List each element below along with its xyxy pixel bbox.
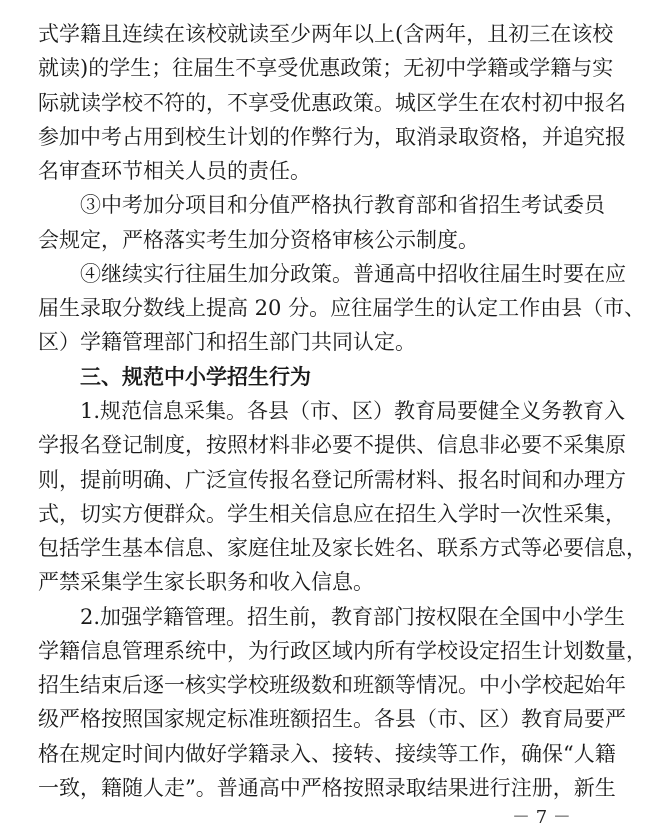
page-number: － 7 － [512,807,571,828]
paragraph-line: 学报名登记制度，按照材料非必要不提供、信息非必要不采集原 [38,433,626,457]
section-heading: 三、规范中小学招生行为 [80,365,311,389]
paragraph-line: 参加中考占用到校生计划的作弊行为，取消录取资格，并追究报 [38,125,626,149]
paragraph-line: 2.加强学籍管理。招生前，教育部门按权限在全国中小学生 [80,605,626,629]
paragraph-line: 区）学籍管理部门和招生部门共同认定。 [38,330,416,354]
paragraph-line: 学籍信息管理系统中，为行政区域内所有学校设定招生计划数量， [38,639,647,663]
paragraph-line: ④继续实行往届生加分政策。普通高中招收往届生时要在应 [80,262,626,286]
paragraph-line: 1.规范信息采集。各县（市、区）教育局要健全义务教育入 [80,399,626,423]
paragraph-line: 包括学生基本信息、家庭住址及家长姓名、联系方式等必要信息， [38,536,647,560]
paragraph-line: 则，提前明确、广泛宣传报名登记所需材料、报名时间和办理方 [38,468,626,492]
paragraph-line: 式学籍且连续在该校就读至少两年以上(含两年，且初三在该校 [38,22,614,46]
paragraph-line: 级严格按照国家规定标准班额招生。各县（市、区）教育局要严 [38,707,626,731]
paragraph-line: 际就读学校不符的，不享受优惠政策。城区学生在农村初中报名 [38,91,626,115]
paragraph-line: 招生结束后逐一核实学校班级数和班额等情况。中小学校起始年 [38,673,626,697]
paragraph-line: 格在规定时间内做好学籍录入、接转、接续等工作，确保“人籍 [38,742,616,766]
paragraph-line: 式，切实方便群众。学生相关信息应在招生入学时一次性采集， [38,502,626,526]
paragraph-line: 就读)的学生；往届生不享受优惠政策；无初中学籍或学籍与实 [38,56,614,80]
paragraph-line: 名审查环节相关人员的责任。 [38,159,311,183]
paragraph-line: 会规定，严格落实考生加分资格审核公示制度。 [38,228,479,252]
paragraph-line: 届生录取分数线上提高 20 分。应往届学生的认定工作由县（市、 [38,296,646,320]
paragraph-line: 一致，籍随人走”。普通高中严格按照录取结果进行注册，新生 [38,776,616,800]
paragraph-line: 严禁采集学生家长职务和收入信息。 [38,570,374,594]
paragraph-line: ③中考加分项目和分值严格执行教育部和省招生考试委员 [80,193,605,217]
